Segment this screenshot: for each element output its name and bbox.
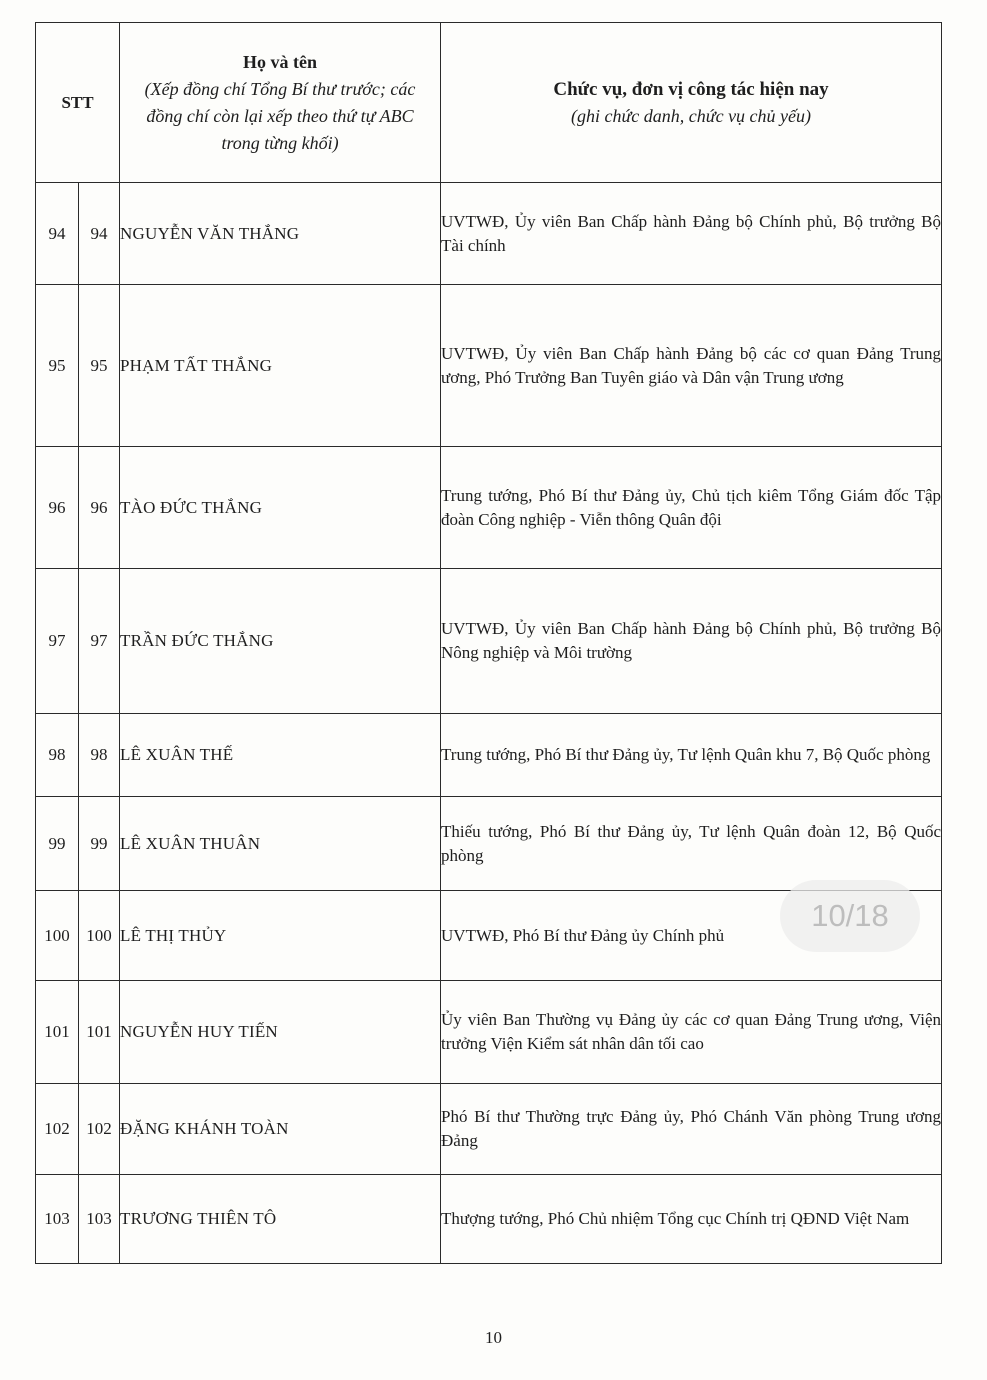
row-position: Trung tướng, Phó Bí thư Đảng ủy, Tư lệnh Quân khu 7, Bộ Quốc phòng xyxy=(441,714,942,797)
page-indicator-badge: 10/18 xyxy=(780,880,920,952)
header-name-title: Họ và tên xyxy=(243,51,318,72)
row-name: LÊ XUÂN THẾ xyxy=(120,714,441,797)
table-row xyxy=(36,183,942,285)
row-stt-secondary: 98 xyxy=(79,714,120,797)
header-name xyxy=(120,23,441,183)
row-position: Thượng tướng, Phó Chủ nhiệm Tổng cục Chính trị QĐND Việt Nam xyxy=(441,1175,942,1264)
table-row xyxy=(36,447,942,569)
row-position: Ủy viên Ban Thường vụ Đảng ủy các cơ quan Đảng Trung ương, Viện trưởng Viện Kiểm sát nhân dân tối cao xyxy=(441,981,942,1084)
row-stt: 103 xyxy=(36,1175,79,1264)
page-number: 10 xyxy=(485,1328,502,1347)
row-stt-secondary: 99 xyxy=(79,797,120,891)
personnel-table xyxy=(35,22,942,1264)
row-name: NGUYỄN HUY TIẾN xyxy=(120,981,441,1084)
row-position: Thiếu tướng, Phó Bí thư Đảng ủy, Tư lệnh Quân đoàn 12, Bộ Quốc phòng xyxy=(441,797,942,891)
table-row xyxy=(36,797,942,891)
header-name-note: (Xếp đồng chí Tổng Bí thư trước; các đồng chí còn lại xếp theo thứ tự ABC trong từng khối) xyxy=(144,78,416,153)
table-row xyxy=(36,1175,942,1264)
row-position: UVTWĐ, Ủy viên Ban Chấp hành Đảng bộ các cơ quan Đảng Trung ương, Phó Trưởng Ban Tuyên giáo và Dân vận Trung ương xyxy=(441,285,942,447)
row-position: Trung tướng, Phó Bí thư Đảng ủy, Chủ tịch kiêm Tổng Giám đốc Tập đoàn Công nghiệp - Viễn thông Quân đội xyxy=(441,447,942,569)
row-name: TÀO ĐỨC THẮNG xyxy=(120,447,441,569)
row-stt: 96 xyxy=(36,447,79,569)
row-name: LÊ XUÂN THUÂN xyxy=(120,797,441,891)
table-header-row xyxy=(36,23,942,183)
row-position: UVTWĐ, Ủy viên Ban Chấp hành Đảng bộ Chính phủ, Bộ trưởng Bộ Tài chính xyxy=(441,183,942,285)
row-name: ĐẶNG KHÁNH TOÀN xyxy=(120,1084,441,1175)
row-stt-secondary: 97 xyxy=(79,569,120,714)
row-stt: 100 xyxy=(36,891,79,981)
table-row xyxy=(36,285,942,447)
row-stt-secondary: 94 xyxy=(79,183,120,285)
header-position xyxy=(441,23,942,183)
row-name: LÊ THỊ THỦY xyxy=(120,891,441,981)
header-position-note: (ghi chức danh, chức vụ chủ yếu) xyxy=(570,105,812,126)
header-position-title: Chức vụ, đơn vị công tác hiện nay xyxy=(553,78,829,100)
row-name: TRƯƠNG THIÊN TÔ xyxy=(120,1175,441,1264)
row-position: UVTWĐ, Ủy viên Ban Chấp hành Đảng bộ Chính phủ, Bộ trưởng Bộ Nông nghiệp và Môi trường xyxy=(441,569,942,714)
row-stt: 102 xyxy=(36,1084,79,1175)
row-name: NGUYỄN VĂN THẮNG xyxy=(120,183,441,285)
row-stt-secondary: 103 xyxy=(79,1175,120,1264)
row-stt-secondary: 101 xyxy=(79,981,120,1084)
row-stt-secondary: 100 xyxy=(79,891,120,981)
table-row xyxy=(36,981,942,1084)
header-stt: STT xyxy=(36,23,120,183)
table-row xyxy=(36,1084,942,1175)
row-stt-secondary: 102 xyxy=(79,1084,120,1175)
row-stt-secondary: 95 xyxy=(79,285,120,447)
row-stt: 98 xyxy=(36,714,79,797)
row-name: PHẠM TẤT THẮNG xyxy=(120,285,441,447)
table-row xyxy=(36,569,942,714)
row-stt: 101 xyxy=(36,981,79,1084)
row-stt: 94 xyxy=(36,183,79,285)
row-stt-secondary: 96 xyxy=(79,447,120,569)
row-position: UVTWĐ, Phó Bí thư Đảng ủy Chính phủ xyxy=(441,891,942,981)
row-name: TRẦN ĐỨC THẮNG xyxy=(120,569,441,714)
row-stt: 99 xyxy=(36,797,79,891)
row-position: Phó Bí thư Thường trực Đảng ủy, Phó Chánh Văn phòng Trung ương Đảng xyxy=(441,1084,942,1175)
table-row xyxy=(36,714,942,797)
row-stt: 95 xyxy=(36,285,79,447)
row-stt: 97 xyxy=(36,569,79,714)
